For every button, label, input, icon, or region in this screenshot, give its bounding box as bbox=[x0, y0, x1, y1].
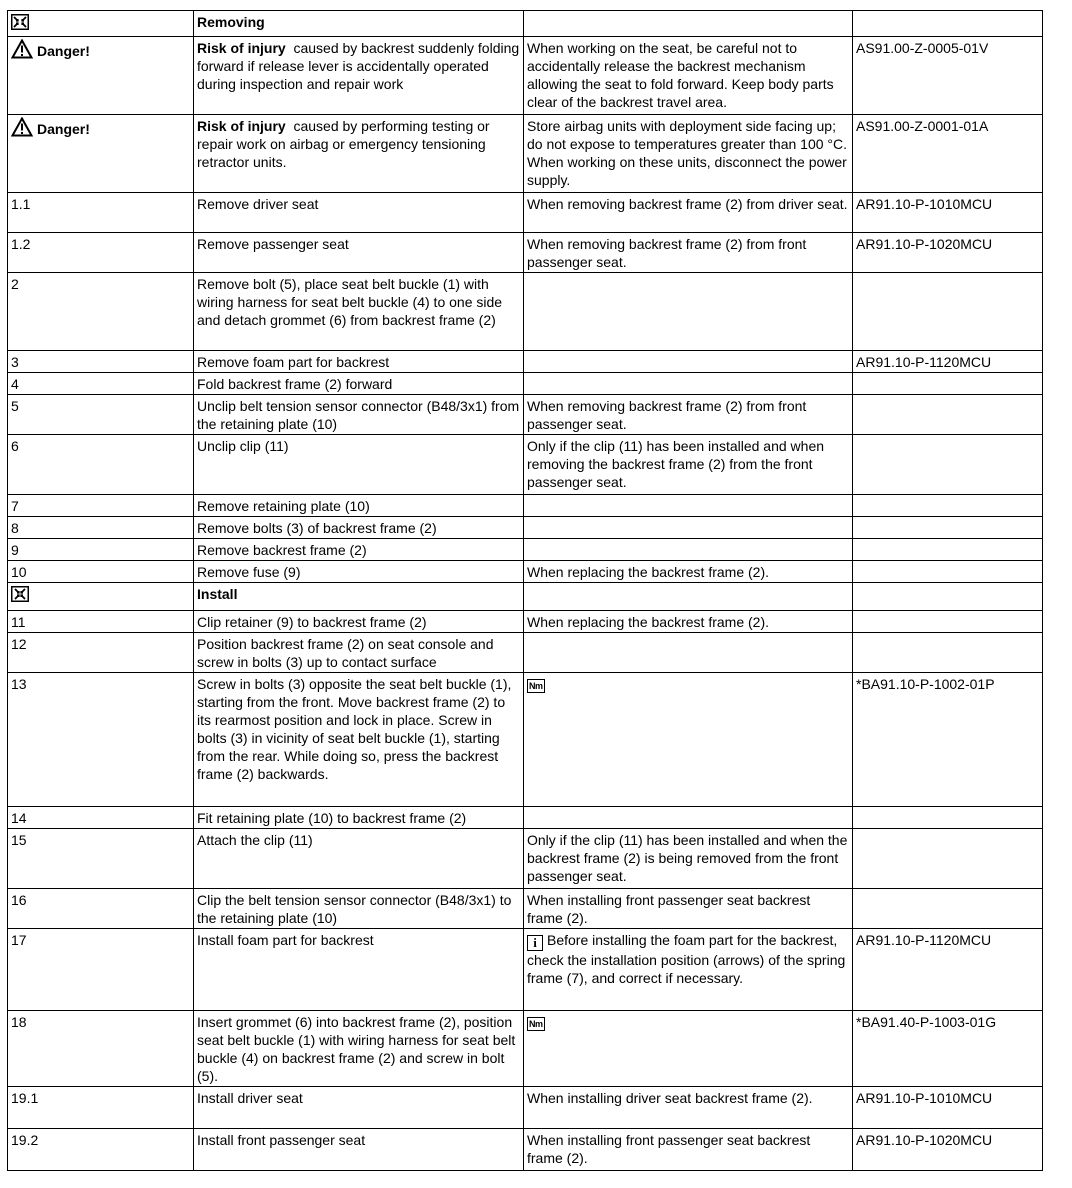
danger-measure: Store airbag units with deployment side facing up; do not expose to temperatures greater than 100 °C. When working on these units, disconnect the power supply. bbox=[524, 115, 853, 193]
step-number: 10 bbox=[8, 561, 194, 583]
install-section-icon bbox=[11, 586, 29, 602]
step-reference[interactable]: AR91.10-P-1120MCU bbox=[853, 929, 1043, 1011]
step-number: 15 bbox=[8, 829, 194, 889]
step-note bbox=[524, 633, 853, 673]
step-number: 4 bbox=[8, 373, 194, 395]
risk-text: caused by backrest suddenly folding forward if release lever is accidentally operated during inspection and repair work bbox=[197, 40, 520, 92]
step-row bbox=[8, 373, 1043, 395]
step-note bbox=[524, 233, 853, 273]
step-reference bbox=[853, 539, 1043, 561]
step-instruction: Install driver seat bbox=[194, 1087, 524, 1129]
step-instruction: Install foam part for backrest bbox=[194, 929, 524, 1011]
step-reference bbox=[853, 373, 1043, 395]
step-instruction: Remove bolts (3) of backrest frame (2) bbox=[194, 517, 524, 539]
danger-measure: When working on the seat, be careful not to accidentally release the backrest mechanism allowing the seat to fold forward. Keep body parts clear of the backrest travel area. bbox=[524, 37, 853, 115]
danger-row bbox=[8, 37, 1043, 115]
step-reference bbox=[853, 807, 1043, 829]
step-note-text: When installing front passenger seat backrest frame (2). bbox=[527, 892, 811, 926]
empty-cell bbox=[853, 583, 1043, 611]
step-number: 7 bbox=[8, 495, 194, 517]
step-reference bbox=[853, 517, 1043, 539]
step-instruction: Remove bolt (5), place seat belt buckle (1) with wiring harness for seat belt buckle (4) to one side and detach grommet (6) from backrest frame (2) bbox=[194, 273, 524, 351]
step-reference bbox=[853, 829, 1043, 889]
info-icon: i bbox=[527, 935, 543, 951]
step-number: 13 bbox=[8, 673, 194, 807]
step-note bbox=[524, 673, 853, 807]
step-row bbox=[8, 561, 1043, 583]
step-reference bbox=[853, 611, 1043, 633]
step-instruction: Clip retainer (9) to backrest frame (2) bbox=[194, 611, 524, 633]
step-reference[interactable]: AR91.10-P-1020MCU bbox=[853, 1129, 1043, 1171]
step-reference bbox=[853, 273, 1043, 351]
step-number: 3 bbox=[8, 351, 194, 373]
removing-section-header-row bbox=[8, 11, 1043, 37]
step-note bbox=[524, 1129, 853, 1171]
step-number: 6 bbox=[8, 435, 194, 495]
step-number: 16 bbox=[8, 889, 194, 929]
step-reference bbox=[853, 495, 1043, 517]
step-reference[interactable]: *BA91.10-P-1002-01P bbox=[853, 673, 1043, 807]
step-note bbox=[524, 807, 853, 829]
step-instruction: Unclip clip (11) bbox=[194, 435, 524, 495]
step-instruction: Remove retaining plate (10) bbox=[194, 495, 524, 517]
torque-nm-icon[interactable]: Nm bbox=[529, 681, 543, 691]
step-instruction: Clip the belt tension sensor connector (B48/3x1) to the retaining plate (10) bbox=[194, 889, 524, 929]
step-row bbox=[8, 673, 1043, 807]
step-instruction: Insert grommet (6) into backrest frame (2), position seat belt buckle (1) with wiring harness for seat belt buckle (4) on backrest frame (2) and screw in bolt (5). bbox=[194, 1011, 524, 1087]
step-number: 17 bbox=[8, 929, 194, 1011]
danger-reference[interactable]: AS91.00-Z-0001-01A bbox=[853, 115, 1043, 193]
risk-title: Risk of injury bbox=[197, 40, 286, 56]
step-reference[interactable]: *BA91.40-P-1003-01G bbox=[853, 1011, 1043, 1087]
step-number: 8 bbox=[8, 517, 194, 539]
step-row bbox=[8, 889, 1043, 929]
step-number: 19.2 bbox=[8, 1129, 194, 1171]
step-number: 5 bbox=[8, 395, 194, 435]
removing-section-title: Removing bbox=[194, 11, 524, 37]
step-note bbox=[524, 351, 853, 373]
step-row bbox=[8, 633, 1043, 673]
step-row bbox=[8, 233, 1043, 273]
step-row bbox=[8, 517, 1043, 539]
step-instruction: Remove fuse (9) bbox=[194, 561, 524, 583]
procedure-table bbox=[7, 10, 1043, 1171]
step-row bbox=[8, 435, 1043, 495]
step-row bbox=[8, 1087, 1043, 1129]
step-instruction: Attach the clip (11) bbox=[194, 829, 524, 889]
danger-row bbox=[8, 115, 1043, 193]
step-note bbox=[524, 517, 853, 539]
empty-cell bbox=[524, 583, 853, 611]
step-row bbox=[8, 395, 1043, 435]
step-reference[interactable]: AR91.10-P-1020MCU bbox=[853, 233, 1043, 273]
step-note-text: When installing front passenger seat backrest frame (2). bbox=[527, 1132, 811, 1166]
step-instruction: Unclip belt tension sensor connector (B48/3x1) from the retaining plate (10) bbox=[194, 395, 524, 435]
step-number: 18 bbox=[8, 1011, 194, 1087]
step-row bbox=[8, 929, 1043, 1011]
step-number: 9 bbox=[8, 539, 194, 561]
step-note bbox=[524, 273, 853, 351]
step-note bbox=[524, 1087, 853, 1129]
step-note bbox=[524, 829, 853, 889]
step-reference bbox=[853, 395, 1043, 435]
step-note bbox=[524, 889, 853, 929]
step-note bbox=[524, 193, 853, 233]
step-instruction: Fit retaining plate (10) to backrest frame (2) bbox=[194, 807, 524, 829]
step-reference[interactable]: AR91.10-P-1010MCU bbox=[853, 1087, 1043, 1129]
step-reference[interactable]: AR91.10-P-1120MCU bbox=[853, 351, 1043, 373]
step-reference bbox=[853, 435, 1043, 495]
step-reference bbox=[853, 633, 1043, 673]
step-note-text: When replacing the backrest frame (2). bbox=[527, 564, 769, 580]
step-number: 1.1 bbox=[8, 193, 194, 233]
step-instruction: Fold backrest frame (2) forward bbox=[194, 373, 524, 395]
step-note bbox=[524, 395, 853, 435]
step-row bbox=[8, 611, 1043, 633]
step-number: 19.1 bbox=[8, 1087, 194, 1129]
step-note bbox=[524, 373, 853, 395]
step-number: 11 bbox=[8, 611, 194, 633]
step-number: 14 bbox=[8, 807, 194, 829]
danger-reference[interactable]: AS91.00-Z-0005-01V bbox=[853, 37, 1043, 115]
step-number: 1.2 bbox=[8, 233, 194, 273]
step-row bbox=[8, 829, 1043, 889]
step-number: 12 bbox=[8, 633, 194, 673]
step-note bbox=[524, 929, 853, 1011]
step-reference bbox=[853, 561, 1043, 583]
risk-title: Risk of injury bbox=[197, 118, 286, 134]
step-instruction: Screw in bolts (3) opposite the seat belt buckle (1), starting from the front. Move backrest frame (2) to its rearmost position and lock in place. Screw in bolts (3) in vicinity of seat belt buckle (1), starting from the rear. While doing so, press the backrest frame (2) backwards. bbox=[194, 673, 524, 807]
step-row bbox=[8, 539, 1043, 561]
warning-triangle-icon bbox=[11, 117, 33, 137]
step-note-text: When replacing the backrest frame (2). bbox=[527, 614, 769, 630]
install-section-title: Install bbox=[194, 583, 524, 611]
step-row bbox=[8, 273, 1043, 351]
danger-label: Danger! bbox=[37, 121, 90, 137]
remove-install-section-icon bbox=[11, 14, 29, 30]
step-note-text: Only if the clip (11) has been installed and when the backrest frame (2) is being removed from the front passenger seat. bbox=[527, 832, 848, 884]
step-instruction: Remove foam part for backrest bbox=[194, 351, 524, 373]
danger-label: Danger! bbox=[37, 43, 90, 59]
step-instruction: Remove passenger seat bbox=[194, 233, 524, 273]
step-note-text: Only if the clip (11) has been installed and when removing the backrest frame (2) from the front passenger seat. bbox=[527, 438, 825, 490]
step-number: 2 bbox=[8, 273, 194, 351]
step-instruction: Install front passenger seat bbox=[194, 1129, 524, 1171]
step-instruction: Position backrest frame (2) on seat console and screw in bolts (3) up to contact surface bbox=[194, 633, 524, 673]
step-note bbox=[524, 1011, 853, 1087]
step-note-text: When removing backrest frame (2) from front passenger seat. bbox=[527, 236, 807, 270]
step-note-text: When installing driver seat backrest frame (2). bbox=[527, 1090, 813, 1106]
step-row bbox=[8, 351, 1043, 373]
step-note-text: When removing backrest frame (2) from front passenger seat. bbox=[527, 398, 807, 432]
step-row bbox=[8, 1011, 1043, 1087]
step-instruction: Remove driver seat bbox=[194, 193, 524, 233]
step-instruction: Remove backrest frame (2) bbox=[194, 539, 524, 561]
step-reference[interactable]: AR91.10-P-1010MCU bbox=[853, 193, 1043, 233]
step-note-text: Before installing the foam part for the backrest, check the installation position (arrows) of the spring frame (7), and correct if necessary. bbox=[527, 932, 846, 986]
step-note bbox=[524, 561, 853, 583]
step-note-text: When removing backrest frame (2) from driver seat. bbox=[527, 196, 848, 212]
step-row bbox=[8, 495, 1043, 517]
risk-text: caused by performing testing or repair work on airbag or emergency tensioning retractor units. bbox=[197, 118, 490, 170]
step-note bbox=[524, 435, 853, 495]
step-row bbox=[8, 807, 1043, 829]
install-section-header-row bbox=[8, 583, 1043, 611]
step-note bbox=[524, 495, 853, 517]
step-note bbox=[524, 539, 853, 561]
step-note bbox=[524, 611, 853, 633]
warning-triangle-icon bbox=[11, 39, 33, 59]
step-reference bbox=[853, 889, 1043, 929]
step-row bbox=[8, 193, 1043, 233]
torque-nm-icon[interactable]: Nm bbox=[529, 1019, 543, 1029]
step-row bbox=[8, 1129, 1043, 1171]
